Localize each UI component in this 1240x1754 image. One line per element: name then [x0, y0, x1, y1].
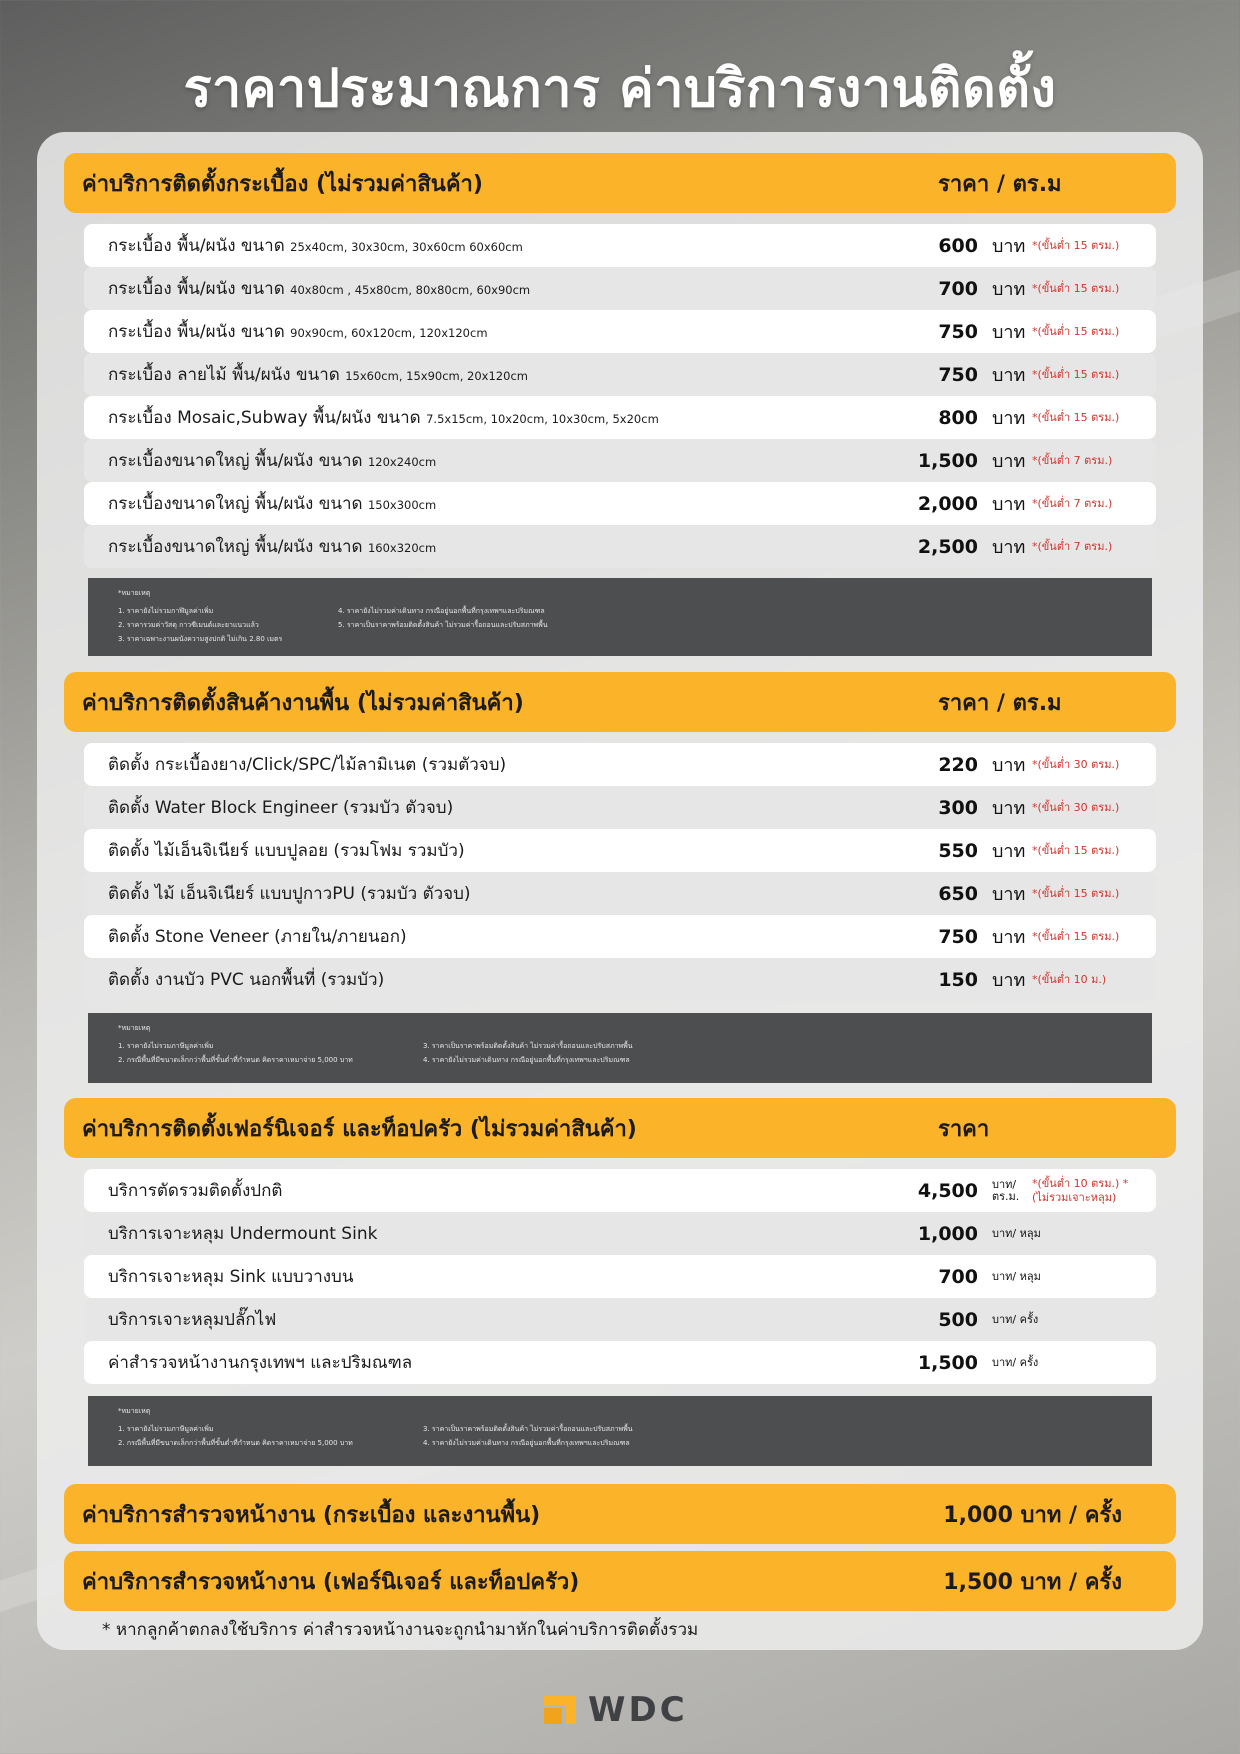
list-item — [84, 872, 1156, 915]
list-item — [84, 1255, 1156, 1298]
item-price: 750 — [938, 320, 978, 343]
list-item — [84, 396, 1156, 439]
item-unit: บาท/ หลุม — [992, 1269, 1041, 1283]
list-item — [84, 310, 1156, 353]
item-minimum: *(ขั้นต่ำ 15 ตรม.) — [1032, 367, 1120, 381]
tile-price-list — [84, 224, 1156, 568]
item-price: 1,000 — [917, 1222, 978, 1245]
item-unit: บาท — [992, 236, 1026, 257]
note-line: 3. ราคาเป็นราคาพร้อมติดตั้งสินค้า ไม่รวมค่ารื้อถอนและปรับสภาพพื้น — [423, 1042, 633, 1050]
item-price: 300 — [938, 796, 978, 819]
item-minimum: *(ขั้นต่ำ 30 ตรม.) — [1032, 800, 1120, 814]
item-name: กระเบื้องขนาดใหญ่ พื้น/ผนัง ขนาด — [108, 494, 363, 514]
note-line: 4. ราคายังไม่รวมค่าเดินทาง กรณีอยู่นอกพื้นที่กรุงเทพฯและปริมณฑล — [338, 607, 545, 615]
item-name: ติดตั้ง ไม้เอ็นจิเนียร์ แบบปูลอย (รวมโฟม รวมบัว) — [108, 841, 465, 861]
item-size: 120x240cm — [367, 455, 437, 469]
item-minimum: *(ขั้นต่ำ 10 ตรม.) *(ไม่รวมเจาะหลุม) — [1032, 1176, 1129, 1204]
item-unit: บาท/ หลุม — [992, 1226, 1041, 1240]
survey-price: 1,000 บาท / ครั้ง — [943, 1502, 1122, 1528]
item-size: 25x40cm, 30x30cm, 30x60cm 60x60cm — [290, 240, 523, 254]
list-item — [84, 1341, 1156, 1384]
note-line: 5. ราคาเป็นราคาพร้อมติดตั้งสินค้า ไม่รวมค่ารื้อถอนและปรับสภาพพื้น — [338, 621, 548, 629]
item-unit: บาท — [992, 408, 1026, 429]
item-price: 750 — [938, 363, 978, 386]
item-name: บริการตัดรวมติดตั้งปกติ — [108, 1181, 283, 1201]
survey-fee-furniture — [64, 1551, 1176, 1611]
item-unit: บาท — [992, 494, 1026, 515]
furniture-section-header — [64, 1098, 1176, 1158]
survey-price: 1,500 บาท / ครั้ง — [943, 1569, 1122, 1595]
note-line: 1. ราคายังไม่รวมกาฬิมูลค่าเพิ่ม — [118, 607, 214, 615]
item-unit: บาท — [992, 537, 1026, 558]
list-item — [84, 915, 1156, 958]
item-minimum: *(ขั้นต่ำ 15 ตรม.) — [1032, 929, 1120, 943]
note-line: 2. กรณีพื้นที่มีขนาดเล็กกว่าพื้นที่ขั้นต่ำที่กำหนด คิดราคาเหมาจ่าย 5,000 บาท — [118, 1056, 353, 1064]
furniture-notes — [88, 1396, 1152, 1466]
note-line: 3. ราคาเฉพาะงานผนังความสูงปกติ ไม่เกิน 2.80 เมตร — [118, 635, 283, 643]
item-name: ติดตั้ง ไม้ เอ็นจิเนียร์ แบบปูกาวPU (รวมบัว ตัวจบ) — [108, 884, 471, 904]
list-item — [84, 224, 1156, 267]
item-name: กระเบื้องขนาดใหญ่ พื้น/ผนัง ขนาด — [108, 451, 363, 471]
note-line: 4. ราคายังไม่รวมค่าเดินทาง กรณีอยู่นอกพื้นที่กรุงเทพฯและปริมณฑล — [423, 1056, 630, 1064]
item-name: กระเบื้อง ลายไม้ พื้น/ผนัง ขนาด — [108, 365, 340, 385]
item-name: บริการเจาะหลุมปลั๊กไฟ — [108, 1310, 277, 1330]
list-item — [84, 353, 1156, 396]
item-minimum: *(ขั้นต่ำ 15 ตรม.) — [1032, 281, 1120, 295]
item-size: 160x320cm — [367, 541, 437, 555]
item-name: กระเบื้อง พื้น/ผนัง ขนาด — [108, 236, 285, 256]
item-price: 150 — [938, 968, 978, 991]
tile-section-header — [64, 153, 1176, 213]
item-unit: บาท — [992, 451, 1026, 472]
item-name: บริการเจาะหลุม Undermount Sink — [108, 1224, 378, 1244]
item-minimum: *(ขั้นต่ำ 15 ตรม.) — [1032, 410, 1120, 424]
item-minimum: *(ขั้นต่ำ 15 ตรม.) — [1032, 886, 1120, 900]
item-name: ติดตั้ง งานบัว PVC นอกพื้นที่ (รวมบัว) — [108, 970, 385, 990]
item-unit: บาท — [992, 927, 1026, 948]
item-name: บริการเจาะหลุม Sink แบบวางบน — [108, 1267, 354, 1287]
item-size: 15x60cm, 15x90cm, 20x120cm — [345, 369, 528, 383]
item-price: 650 — [938, 882, 978, 905]
item-unit: บาท — [992, 279, 1026, 300]
section-title: ค่าบริการติดตั้งสินค้างานพื้น (ไม่รวมค่าสินค้า) — [82, 690, 524, 716]
item-price: 1,500 — [917, 449, 978, 472]
item-price: 500 — [938, 1308, 978, 1331]
item-price: 800 — [938, 406, 978, 429]
list-item — [84, 743, 1156, 786]
item-name: ติดตั้ง Stone Veneer (ภายใน/ภายนอก) — [108, 927, 407, 947]
list-item — [84, 267, 1156, 310]
list-item — [84, 786, 1156, 829]
item-unit: บาท — [992, 884, 1026, 905]
notes-title: *หมายเหตุ — [118, 589, 151, 597]
item-name: กระเบื้องขนาดใหญ่ พื้น/ผนัง ขนาด — [108, 537, 363, 557]
list-item — [84, 439, 1156, 482]
item-price: 600 — [938, 234, 978, 257]
note-line: 4. ราคายังไม่รวมค่าเดินทาง กรณีอยู่นอกพื้นที่กรุงเทพฯและปริมณฑล — [423, 1439, 630, 1447]
page-title: ราคาประมาณการ ค่าบริการงานติดตั้ง — [183, 59, 1057, 119]
item-minimum: *(ขั้นต่ำ 7 ตรม.) — [1032, 496, 1113, 510]
item-size: 7.5x15cm, 10x20cm, 10x30cm, 5x20cm — [426, 412, 659, 426]
price-header: ราคา / ตร.ม — [938, 690, 1062, 716]
item-price: 1,500 — [917, 1351, 978, 1374]
footnote: * หากลูกค้าตกลงใช้บริการ ค่าสำรวจหน้างานจะถูกนำมาหักในค่าบริการติดตั้งรวม — [102, 1620, 699, 1640]
item-size: 150x300cm — [367, 498, 437, 512]
logo-mark-icon — [540, 1692, 580, 1728]
item-price: 700 — [938, 277, 978, 300]
item-name: กระเบื้อง Mosaic,Subway พื้น/ผนัง ขนาด — [108, 408, 421, 428]
item-unit: บาท — [992, 755, 1026, 776]
list-item — [84, 1169, 1156, 1212]
floor-section-header — [64, 672, 1176, 732]
section-title: ค่าบริการติดตั้งกระเบื้อง (ไม่รวมค่าสินค้า) — [82, 171, 483, 197]
section-title: ค่าบริการติดตั้งเฟอร์นิเจอร์ และท็อปครัว (ไม่รวมค่าสินค้า) — [82, 1116, 637, 1142]
item-minimum: *(ขั้นต่ำ 7 ตรม.) — [1032, 539, 1113, 553]
item-price: 550 — [938, 839, 978, 862]
item-minimum: *(ขั้นต่ำ 15 ตรม.) — [1032, 324, 1120, 338]
logo-text: WDC — [588, 1690, 688, 1730]
list-item — [84, 1212, 1156, 1255]
item-price: 2,500 — [917, 535, 978, 558]
item-name: กระเบื้อง พื้น/ผนัง ขนาด — [108, 322, 285, 342]
item-unit: บาท/ ตร.ม. — [992, 1177, 1020, 1203]
note-line: 2. กรณีพื้นที่มีขนาดเล็กกว่าพื้นที่ขั้นต่ำที่กำหนด คิดราคาเหมาจ่าย 5,000 บาท — [118, 1439, 353, 1447]
item-name: ติดตั้ง Water Block Engineer (รวมบัว ตัวจบ) — [108, 798, 454, 818]
floor-price-list — [84, 743, 1156, 1001]
survey-label: ค่าบริการสำรวจหน้างาน (เฟอร์นิเจอร์ และท็อปครัว) — [82, 1569, 580, 1595]
item-name: ค่าสำรวจหน้างานกรุงเทพฯ และปริมณฑล — [108, 1353, 413, 1373]
item-price: 2,000 — [917, 492, 978, 515]
note-line: 3. ราคาเป็นราคาพร้อมติดตั้งสินค้า ไม่รวมค่ารื้อถอนและปรับสภาพพื้น — [423, 1425, 633, 1433]
notes-title: *หมายเหตุ — [118, 1024, 151, 1032]
list-item — [84, 525, 1156, 568]
item-price: 700 — [938, 1265, 978, 1288]
price-header: ราคา / ตร.ม — [938, 171, 1062, 197]
item-unit: บาท — [992, 322, 1026, 343]
item-unit: บาท — [992, 970, 1026, 991]
note-line: 1. ราคายังไม่รวมภาษีมูลค่าเพิ่ม — [118, 1042, 214, 1050]
item-unit: บาท — [992, 841, 1026, 862]
list-item — [84, 829, 1156, 872]
survey-fee-tile-floor — [64, 1484, 1176, 1544]
list-item — [84, 958, 1156, 1001]
item-unit: บาท/ ครั้ง — [992, 1312, 1039, 1326]
note-line: 1. ราคายังไม่รวมภาษีมูลค่าเพิ่ม — [118, 1425, 214, 1433]
wdc-logo — [540, 1690, 688, 1730]
furniture-price-list — [84, 1169, 1156, 1384]
item-price: 220 — [938, 753, 978, 776]
item-minimum: *(ขั้นต่ำ 15 ตรม.) — [1032, 843, 1120, 857]
item-name: กระเบื้อง พื้น/ผนัง ขนาด — [108, 279, 285, 299]
item-minimum: *(ขั้นต่ำ 7 ตรม.) — [1032, 453, 1113, 467]
item-price: 4,500 — [917, 1179, 978, 1202]
item-name: ติดตั้ง กระเบื้องยาง/Click/SPC/ไม้ลามิเนต (รวมตัวจบ) — [108, 755, 507, 775]
item-unit: บาท — [992, 365, 1026, 386]
item-size: 40x80cm , 45x80cm, 80x80cm, 60x90cm — [290, 283, 531, 297]
item-size: 90x90cm, 60x120cm, 120x120cm — [290, 326, 488, 340]
floor-notes — [88, 1013, 1152, 1083]
list-item — [84, 482, 1156, 525]
item-minimum: *(ขั้นต่ำ 10 ม.) — [1032, 972, 1107, 986]
item-unit: บาท — [992, 798, 1026, 819]
price-header: ราคา — [938, 1116, 990, 1142]
list-item — [84, 1298, 1156, 1341]
note-line: 2. ราคารวมค่าวัสดุ กาวซีเมนต์และยาแนวแล้ว — [118, 621, 259, 629]
survey-label: ค่าบริการสำรวจหน้างาน (กระเบื้อง และงานพื้น) — [82, 1502, 541, 1528]
tile-notes — [88, 578, 1152, 656]
notes-title: *หมายเหตุ — [118, 1407, 151, 1415]
item-minimum: *(ขั้นต่ำ 15 ตรม.) — [1032, 238, 1120, 252]
item-minimum: *(ขั้นต่ำ 30 ตรม.) — [1032, 757, 1120, 771]
item-price: 750 — [938, 925, 978, 948]
item-unit: บาท/ ครั้ง — [992, 1355, 1039, 1369]
